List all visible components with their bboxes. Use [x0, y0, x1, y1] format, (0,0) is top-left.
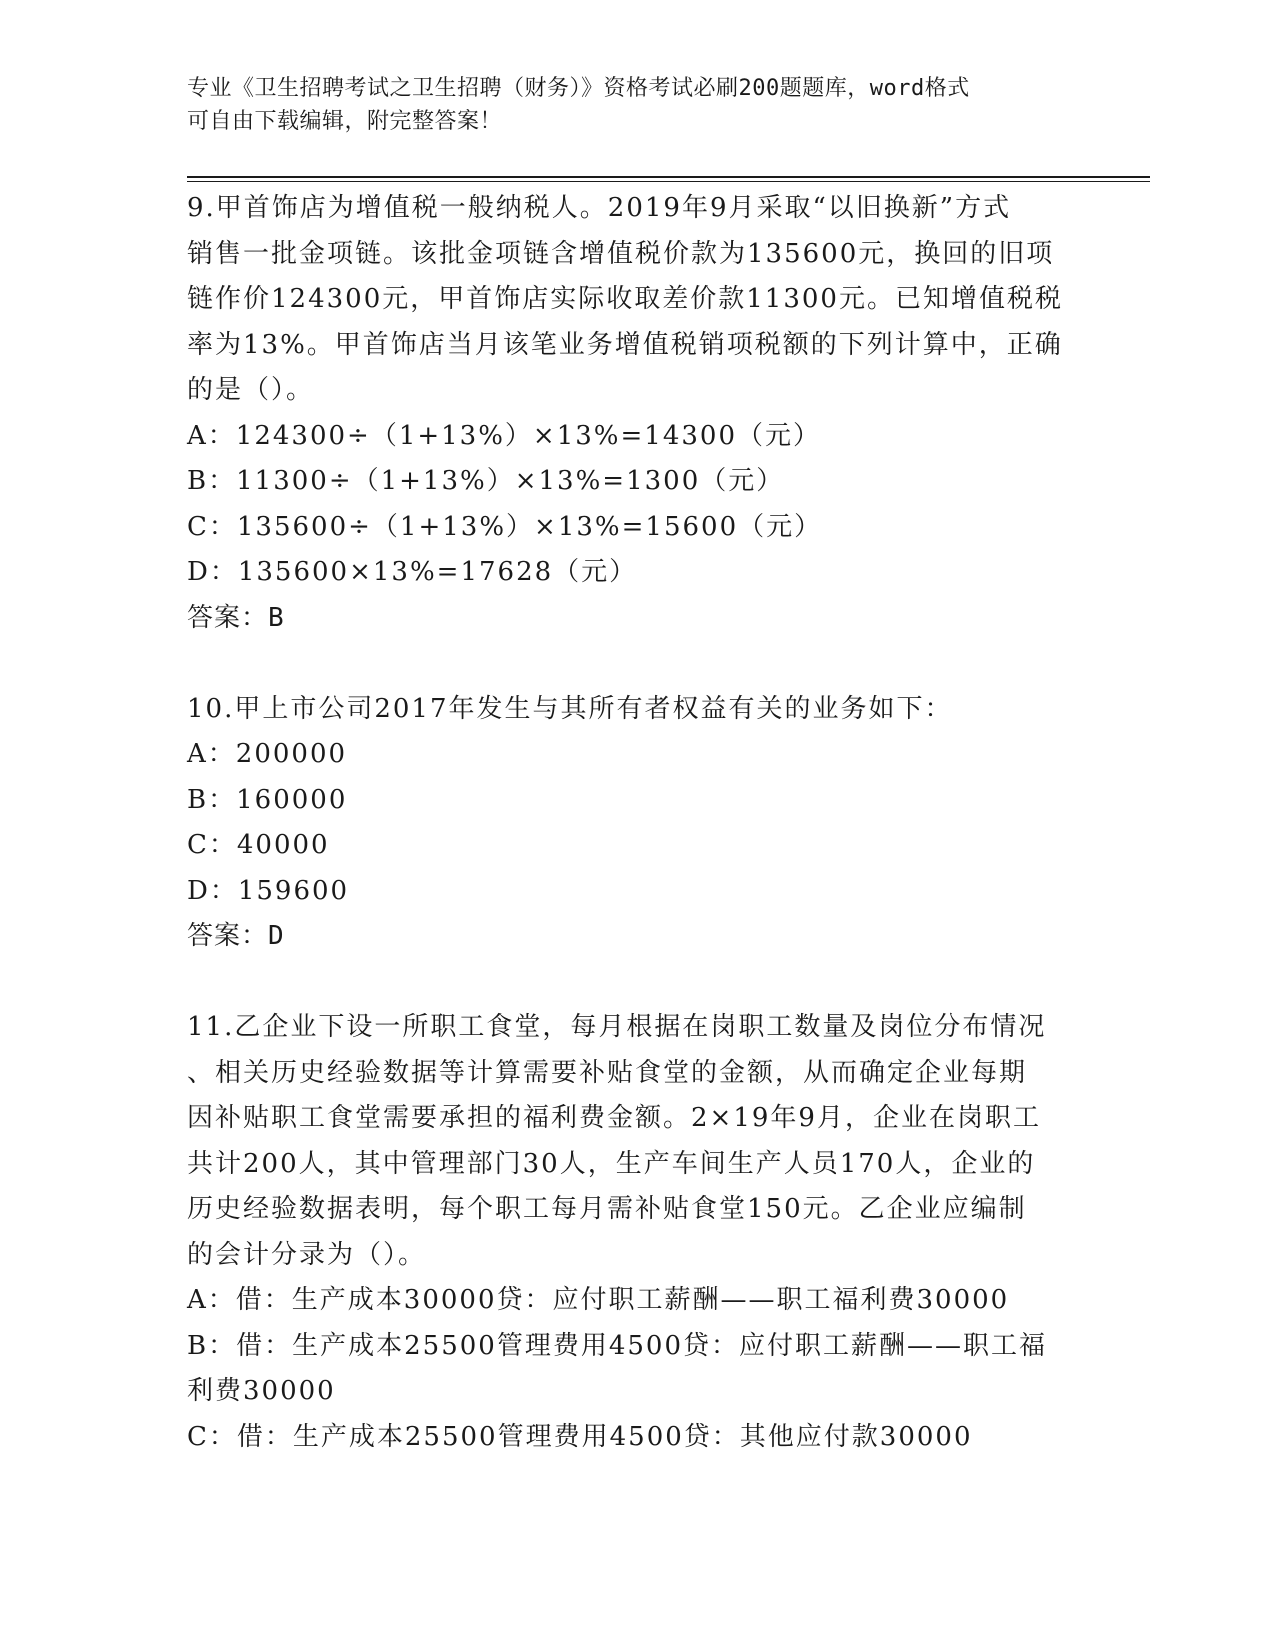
question-stem-line: 链作价124300元，甲首饰店实际收取差价款11300元。已知增值税税 — [187, 284, 1063, 314]
answer-line: 答案：B — [187, 602, 285, 633]
question-stem-line: 的会计分录为（）。 — [187, 1239, 427, 1270]
option-d: D：159600 — [187, 875, 350, 906]
question-stem-line: 、相关历史经验数据等计算需要补贴食堂的金额，从而确定企业每期 — [187, 1057, 1028, 1088]
question-stem-line: 10.甲上市公司2017年发生与其所有者权益有关的业务如下： — [187, 693, 953, 724]
option-b: B：160000 — [187, 784, 348, 815]
question-stem-line: 9.甲首饰店为增值税一般纳税人。2019年9月采取“以旧换新”方式 — [187, 193, 1012, 223]
question-spacer — [187, 960, 1087, 1006]
answer-line: 答案：D — [187, 921, 285, 951]
document-header — [187, 72, 1067, 138]
option-c: C：借：生产成本25500管理费用4500贷：其他应付款30000 — [187, 1421, 973, 1452]
option-a: A：借：生产成本30000贷：应付职工薪酬——职工福利费30000 — [187, 1285, 1010, 1315]
option-a: A：200000 — [187, 739, 348, 769]
header-rule-thick — [187, 176, 1150, 178]
question-stem-line: 因补贴职工食堂需要承担的福利费金额。2×19年9月，企业在岗职工 — [187, 1103, 1041, 1133]
option-b: B：11300÷（1+13%）×13%=1300（元） — [187, 466, 785, 496]
header-line: 专业《卫生招聘考试之卫生招聘（财务）》资格考试必刷200题题库，word格式 — [187, 76, 970, 101]
question-list — [187, 186, 1087, 1460]
header-line: 可自由下载编辑，附完整答案！ — [187, 109, 503, 134]
question-stem-line: 11.乙企业下设一所职工食堂，每月根据在岗职工数量及岗位分布情况 — [187, 1012, 1047, 1042]
question-stem-line: 历史经验数据表明，每个职工每月需补贴食堂150元。乙企业应编制 — [187, 1194, 1027, 1224]
question-stem-line: 的是（）。 — [187, 375, 315, 405]
option-a: A：124300÷（1+13%）×13%=14300（元） — [187, 420, 821, 451]
option-d: D：135600×13%=17628（元） — [187, 557, 638, 587]
question-stem-line: 销售一批金项链。该批金项链含增值税价款为135600元，换回的旧项 — [187, 238, 1055, 269]
option-b: B：借：生产成本25500管理费用4500贷：应付职工薪酬——职工福 — [187, 1330, 1047, 1361]
option-c: C：40000 — [187, 830, 330, 860]
header-rule-thin — [187, 181, 1150, 182]
option-c: C：135600÷（1+13%）×13%=15600（元） — [187, 511, 823, 542]
question-11 — [187, 1005, 1087, 1460]
question-10 — [187, 687, 1087, 960]
question-9 — [187, 186, 1087, 641]
question-stem-line: 率为13%。甲首饰店当月该笔业务增值税销项税额的下列计算中，正确 — [187, 329, 1063, 360]
option-b-continued: 利费30000 — [187, 1376, 336, 1406]
question-stem-line: 共计200人，其中管理部门30人，生产车间生产人员170人，企业的 — [187, 1148, 1036, 1179]
question-spacer — [187, 641, 1087, 687]
